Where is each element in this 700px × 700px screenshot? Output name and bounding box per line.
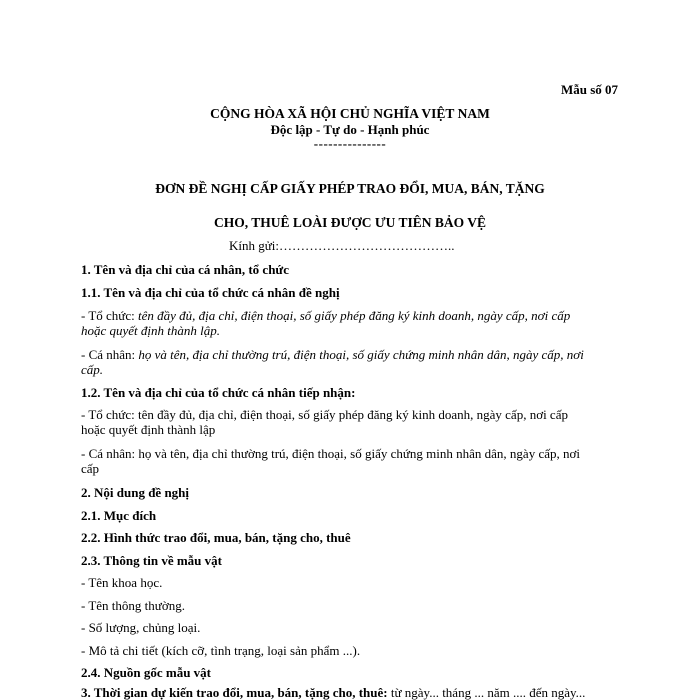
section1-2-heading: 1.2. Tên và địa chỉ của tổ chức cá nhân tiếp nhận:: [81, 385, 356, 400]
list-item: - Tên thông thường.: [81, 598, 185, 613]
org-description: tên đầy đủ, địa chỉ, điện thoại, số giấy phép đăng ký kinh doanh, ngày cấp, nơi cấp: [137, 308, 571, 323]
section1-1-org-line2: hoặc quyết định thành lập.: [81, 323, 221, 338]
section3-line: [81, 685, 585, 700]
org-prefix: - Tổ chức:: [81, 308, 138, 323]
section3-heading: 3. Thời gian dự kiến trao đổi, mua, bán, tặng cho, thuê:: [81, 685, 388, 700]
section3-text: từ ngày... tháng ... năm .... đến ngày...: [387, 685, 586, 700]
section1-1-ind-line1: [81, 347, 584, 362]
section2-4-heading: 2.4. Nguồn gốc mẫu vật: [81, 665, 212, 680]
section1-1-ind-line2: cấp.: [81, 362, 104, 377]
motto: Độc lập - Tự do - Hạnh phúc: [270, 122, 430, 137]
form-number: Mẫu số 07: [560, 82, 618, 97]
section1-2-ind-line2: cấp: [81, 461, 100, 476]
section1-2-ind-line1: - Cá nhân: họ và tên, địa chỉ thường trú, điện thoại, số giấy chứng minh nhân dân, ngày cấp, nơi: [81, 446, 580, 461]
document-title-line2: CHO, THUÊ LOÀI ĐƯỢC ƯU TIÊN BẢO VỆ: [213, 215, 487, 230]
section1-heading: 1. Tên và địa chỉ của cá nhân, tổ chức: [81, 262, 289, 277]
section1-1-org-line1: [81, 308, 570, 323]
list-item: - Số lượng, chủng loại.: [81, 620, 201, 635]
header-divider: ---------------: [313, 136, 387, 151]
section2-heading: 2. Nội dung đề nghị: [81, 485, 190, 500]
section1-2-org-line2: hoặc quyết định thành lập: [81, 422, 216, 437]
section2-2-heading: 2.2. Hình thức trao đổi, mua, bán, tặng cho, thuê: [81, 530, 351, 545]
ind-prefix: - Cá nhân:: [81, 347, 139, 362]
recipient-line: Kính gửi:…………………………………..: [229, 238, 455, 253]
ind-description: họ và tên, địa chỉ thường trú, điện thoại, số giấy chứng minh nhân dân, ngày cấp, nơi: [138, 347, 584, 362]
list-item: - Mô tả chi tiết (kích cỡ, tình trạng, loại sản phẩm ...).: [81, 643, 361, 658]
document-title-line1: ĐƠN ĐỀ NGHỊ CẤP GIẤY PHÉP TRAO ĐỔI, MUA, BÁN, TẶNG: [155, 181, 545, 196]
section1-1-heading: 1.1. Tên và địa chỉ của tổ chức cá nhân đề nghị: [81, 285, 340, 300]
section2-1-heading: 2.1. Mục đích: [81, 508, 157, 523]
section1-2-org-line1: - Tổ chức: tên đầy đủ, địa chỉ, điện thoại, số giấy phép đăng ký kinh doanh, ngày cấp, nơi cấp: [81, 407, 568, 422]
section2-3-heading: 2.3. Thông tin về mẫu vật: [81, 553, 222, 568]
list-item: - Tên khoa học.: [81, 575, 163, 590]
nation-heading: CỘNG HÒA XÃ HỘI CHỦ NGHĨA VIỆT NAM: [210, 106, 490, 121]
